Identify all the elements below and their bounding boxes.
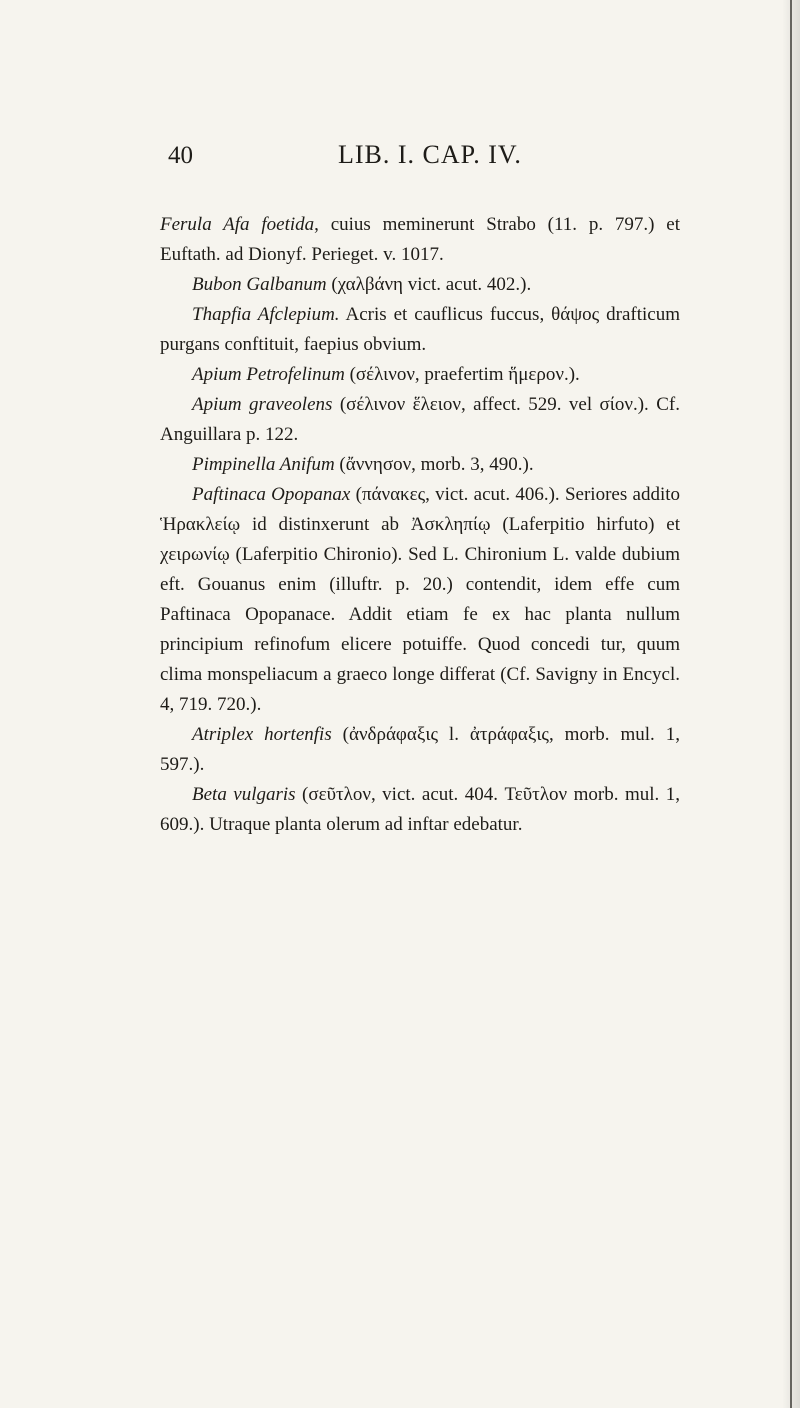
entry-body: Acris et cauflicus fuccus, θάψος drafticum purgans conftituit, faepius obvium. (160, 304, 680, 355)
entry-lead: Apium graveolens (192, 394, 333, 415)
entry-lead: Apium Petrofelinum (192, 364, 345, 385)
entry-lead: Pimpinella Anifum (192, 454, 335, 475)
entry-beta (160, 780, 680, 840)
entry-body: (σεῦτλον, vict. acut. 404. Τεῦτλον morb. mul. 1, 609.). Utraque planta olerum ad inftar edebatur. (160, 784, 680, 835)
running-title: LIB. I. CAP. IV. (338, 140, 522, 169)
entry-body: (χαλβάνη vict. acut. 402.). (326, 274, 532, 295)
entry-thapsia (160, 300, 680, 360)
entry-lead: Beta vulgaris (192, 784, 296, 805)
entry-apium-petroselinum (160, 360, 680, 390)
page-edge (790, 0, 792, 1408)
entry-body: (ἄννησον, morb. 3, 490.). (334, 454, 534, 475)
entry-lead: Thapfia Afclepium. (192, 304, 340, 325)
entry-pastinaca (160, 480, 680, 720)
page-number: 40 (168, 142, 193, 169)
entry-pimpinella (160, 450, 680, 480)
entry-lead: Atriplex hortenfis (192, 724, 332, 745)
entry-body: , cuius meminerunt Strabo (11. p. 797.) et Euftath. ad Dionyf. Perieget. v. 1017. (160, 214, 681, 265)
entry-ferula (160, 210, 680, 270)
entry-body: (σέλινον ἕλειον, affect. 529. vel σίον.). Cf. Anguillara p. 122. (160, 394, 680, 445)
entry-body: (ἀνδράφαξις l. ἀτράφαξις, morb. mul. 1, 597.). (160, 724, 680, 775)
text-block (160, 210, 680, 840)
entry-body: (σέλινον, praefertim ἥμερον.). (344, 364, 580, 385)
entry-bubon (160, 270, 680, 300)
entry-atriplex (160, 720, 680, 780)
entry-body: (πάνακες, vict. acut. 406.). Seriores addito Ἡρακλείῳ id distinxerunt ab Ἀσκληπίῳ (Laferpitio hirfuto) et χειρωνίῳ (Laferpitio Chironio). Sed L. Chironium L. valde dubium eft. Gouanus enim (illuftr. p. 20.) contendit, idem effe cum Paftinaca Opopanace. Addit etiam fe ex hac planta nullum principium refinofum elicere potuiffe. Quod concedi tur, quum clima monspeliacum a graeco longe differat (Cf. Savigny in Encycl. 4, 719. 720.). (160, 484, 681, 715)
entry-lead: Ferula Afa foetida (160, 214, 315, 235)
entry-apium-graveolens (160, 390, 680, 450)
page-header (138, 140, 658, 180)
entry-lead: Paftinaca Opopanax (192, 484, 351, 505)
entry-lead: Bubon Galbanum (192, 274, 327, 295)
